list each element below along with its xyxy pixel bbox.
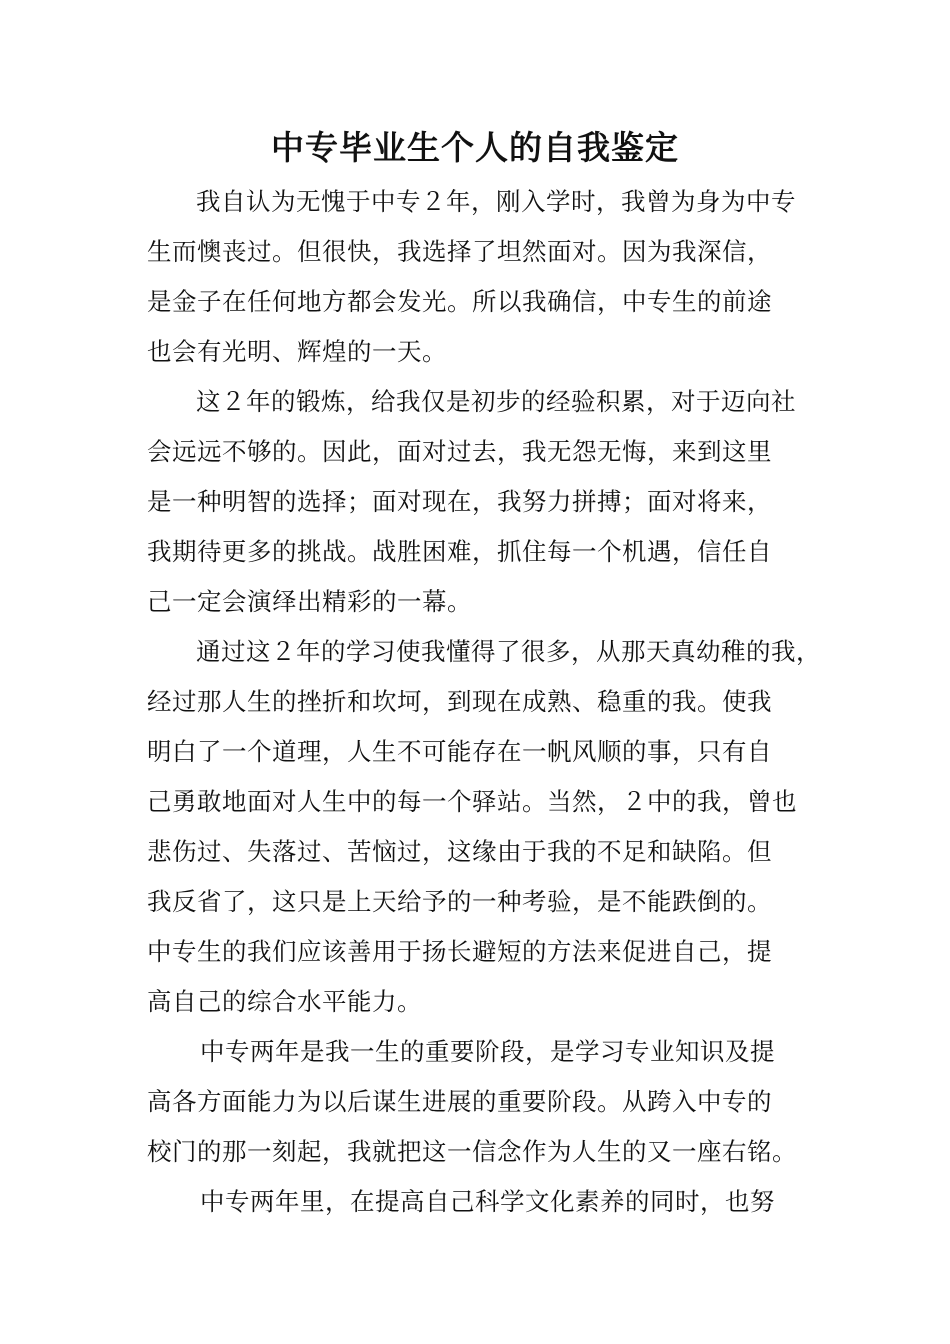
- paragraph-line: 中专生的我们应该善用于扬长避短的方法来促进自己，提: [147, 937, 772, 966]
- paragraph-line: 明白了一个道理，人生不可能存在一帆风顺的事，只有自: [147, 737, 772, 766]
- paragraph-line: 会远远不够的。因此，面对过去，我无怨无悔，来到这里: [147, 437, 772, 466]
- paragraph-line: 这２年的锻炼，给我仅是初步的经验积累，对于迈向社: [196, 387, 796, 416]
- paragraph-line: 己勇敢地面对人生中的每一个驿站。当然，２中的我，曾也: [147, 787, 797, 816]
- paragraph-line: 我反省了，这只是上天给予的一种考验，是不能跌倒的。: [147, 887, 772, 916]
- paragraph-line: 悲伤过、失落过、苦恼过，这缘由于我的不足和缺陷。但: [147, 837, 772, 866]
- paragraph-line: 中专两年是我一生的重要阶段，是学习专业知识及提: [200, 1037, 775, 1066]
- paragraph-line: 通过这２年的学习使我懂得了很多，从那天真幼稚的我，: [196, 637, 821, 666]
- paragraph-line: 也会有光明、辉煌的一天。: [147, 337, 447, 366]
- paragraph-line: 高各方面能力为以后谋生进展的重要阶段。从跨入中专的: [147, 1087, 772, 1116]
- paragraph-line: 生而懊丧过。但很快，我选择了坦然面对。因为我深信，: [147, 237, 772, 266]
- paragraph-line: 高自己的综合水平能力。: [147, 987, 422, 1016]
- paragraph-line: 是金子在任何地方都会发光。所以我确信，中专生的前途: [147, 287, 772, 316]
- paragraph-line: 校门的那一刻起，我就把这一信念作为人生的又一座右铭。: [147, 1137, 797, 1166]
- document-title: 中专毕业生个人的自我鉴定: [271, 128, 679, 167]
- paragraph-line: 己一定会演绎出精彩的一幕。: [147, 587, 472, 616]
- paragraph-line: 经过那人生的挫折和坎坷，到现在成熟、稳重的我。使我: [147, 687, 772, 716]
- paragraph-line: 中专两年里，在提高自己科学文化素养的同时，也努: [200, 1187, 775, 1216]
- paragraph-line: 是一种明智的选择；面对现在，我努力拼搏；面对将来，: [147, 487, 772, 516]
- paragraph-line: 我期待更多的挑战。战胜困难，抓住每一个机遇，信任自: [147, 537, 772, 566]
- paragraph-line: 我自认为无愧于中专２年，刚入学时，我曾为身为中专: [196, 187, 796, 216]
